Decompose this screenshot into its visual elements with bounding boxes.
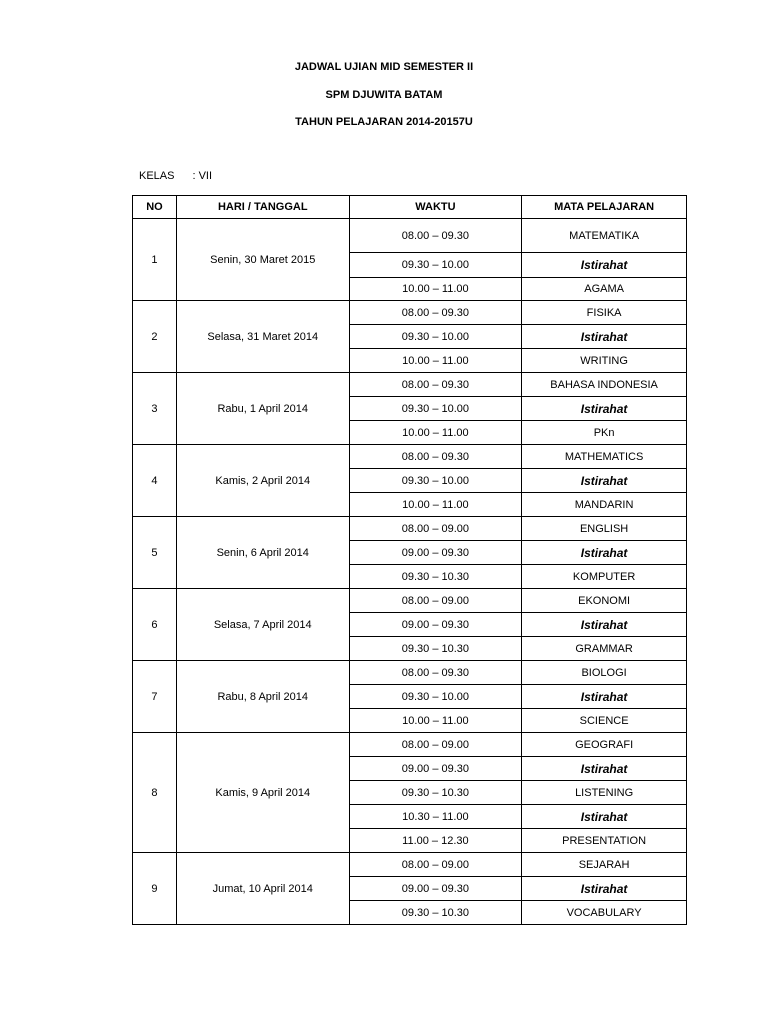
- subject-cell: LISTENING: [522, 781, 687, 805]
- academic-year: TAHUN PELAJARAN 2014-20157U: [295, 116, 473, 128]
- session-time: 08.00 – 09.30: [349, 661, 522, 685]
- break-cell: Istirahat: [522, 541, 687, 565]
- subject-cell: SCIENCE: [522, 709, 687, 733]
- break-cell: Istirahat: [522, 397, 687, 421]
- break-cell: Istirahat: [522, 253, 687, 278]
- session-time: 09.00 – 09.30: [349, 613, 522, 637]
- column-header-date: HARI / TANGGAL: [176, 196, 349, 219]
- subject-cell: FISIKA: [522, 301, 687, 325]
- session-time: 09.30 – 10.30: [349, 901, 522, 925]
- session-time: 09.30 – 10.00: [349, 397, 522, 421]
- subject-cell: VOCABULARY: [522, 901, 687, 925]
- exam-date: Selasa, 7 April 2014: [176, 589, 349, 661]
- subject-cell: EKONOMI: [522, 589, 687, 613]
- day-number: 1: [133, 219, 177, 301]
- session-time: 10.00 – 11.00: [349, 709, 522, 733]
- break-cell: Istirahat: [522, 877, 687, 901]
- exam-schedule-table: [132, 195, 687, 925]
- table-row: [133, 301, 687, 325]
- exam-date: Selasa, 31 Maret 2014: [176, 301, 349, 373]
- column-header-time: WAKTU: [349, 196, 522, 219]
- break-cell: Istirahat: [522, 805, 687, 829]
- break-cell: Istirahat: [522, 613, 687, 637]
- session-time: 09.30 – 10.30: [349, 781, 522, 805]
- day-number: 8: [133, 733, 177, 853]
- subject-cell: MATHEMATICS: [522, 445, 687, 469]
- table-row: [133, 589, 687, 613]
- day-number: 3: [133, 373, 177, 445]
- break-cell: Istirahat: [522, 757, 687, 781]
- session-time: 09.30 – 10.00: [349, 469, 522, 493]
- table-row: [133, 373, 687, 397]
- column-header-no: NO: [133, 196, 177, 219]
- session-time: 09.30 – 10.00: [349, 325, 522, 349]
- session-time: 10.00 – 11.00: [349, 421, 522, 445]
- day-number: 9: [133, 853, 177, 925]
- subject-cell: BAHASA INDONESIA: [522, 373, 687, 397]
- session-time: 08.00 – 09.30: [349, 445, 522, 469]
- session-time: 09.30 – 10.00: [349, 253, 522, 278]
- break-cell: Istirahat: [522, 325, 687, 349]
- table-header-row: [133, 196, 687, 219]
- table-row: [133, 661, 687, 685]
- class-label: KELAS: [139, 170, 175, 182]
- session-time: 11.00 – 12.30: [349, 829, 522, 853]
- day-number: 7: [133, 661, 177, 733]
- subject-cell: PRESENTATION: [522, 829, 687, 853]
- subject-cell: GEOGRAFI: [522, 733, 687, 757]
- day-number: 6: [133, 589, 177, 661]
- class-info: [139, 170, 212, 182]
- column-header-subject: MATA PELAJARAN: [522, 196, 687, 219]
- session-time: 09.30 – 10.00: [349, 685, 522, 709]
- day-number: 5: [133, 517, 177, 589]
- session-time: 08.00 – 09.00: [349, 517, 522, 541]
- subject-cell: KOMPUTER: [522, 565, 687, 589]
- exam-date: Rabu, 1 April 2014: [176, 373, 349, 445]
- subject-cell: GRAMMAR: [522, 637, 687, 661]
- subject-cell: AGAMA: [522, 278, 687, 301]
- subject-cell: BIOLOGI: [522, 661, 687, 685]
- session-time: 10.00 – 11.00: [349, 278, 522, 301]
- exam-date: Senin, 30 Maret 2015: [176, 219, 349, 301]
- day-number: 2: [133, 301, 177, 373]
- session-time: 09.00 – 09.30: [349, 877, 522, 901]
- break-cell: Istirahat: [522, 685, 687, 709]
- exam-date: Kamis, 9 April 2014: [176, 733, 349, 853]
- subject-cell: WRITING: [522, 349, 687, 373]
- break-cell: Istirahat: [522, 469, 687, 493]
- document-title: JADWAL UJIAN MID SEMESTER II: [294, 61, 474, 73]
- subject-cell: MATEMATIKA: [522, 219, 687, 253]
- subject-cell: MANDARIN: [522, 493, 687, 517]
- session-time: 08.00 – 09.00: [349, 733, 522, 757]
- session-time: 08.00 – 09.00: [349, 589, 522, 613]
- table-row: [133, 219, 687, 253]
- day-number: 4: [133, 445, 177, 517]
- session-time: 08.00 – 09.30: [349, 219, 522, 253]
- class-value: : VII: [192, 170, 213, 182]
- table-row: [133, 853, 687, 877]
- table-row: [133, 733, 687, 757]
- table-row: [133, 517, 687, 541]
- subject-cell: PKn: [522, 421, 687, 445]
- table-row: [133, 445, 687, 469]
- session-time: 08.00 – 09.00: [349, 853, 522, 877]
- session-time: 09.30 – 10.30: [349, 565, 522, 589]
- subject-cell: SEJARAH: [522, 853, 687, 877]
- subject-cell: ENGLISH: [522, 517, 687, 541]
- session-time: 09.30 – 10.30: [349, 637, 522, 661]
- session-time: 09.00 – 09.30: [349, 541, 522, 565]
- session-time: 08.00 – 09.30: [349, 373, 522, 397]
- session-time: 08.00 – 09.30: [349, 301, 522, 325]
- session-time: 10.00 – 11.00: [349, 493, 522, 517]
- session-time: 10.00 – 11.00: [349, 349, 522, 373]
- school-name: SPM DJUWITA BATAM: [325, 89, 443, 101]
- exam-date: Senin, 6 April 2014: [176, 517, 349, 589]
- session-time: 10.30 – 11.00: [349, 805, 522, 829]
- exam-date: Jumat, 10 April 2014: [176, 853, 349, 925]
- exam-date: Rabu, 8 April 2014: [176, 661, 349, 733]
- session-time: 09.00 – 09.30: [349, 757, 522, 781]
- exam-date: Kamis, 2 April 2014: [176, 445, 349, 517]
